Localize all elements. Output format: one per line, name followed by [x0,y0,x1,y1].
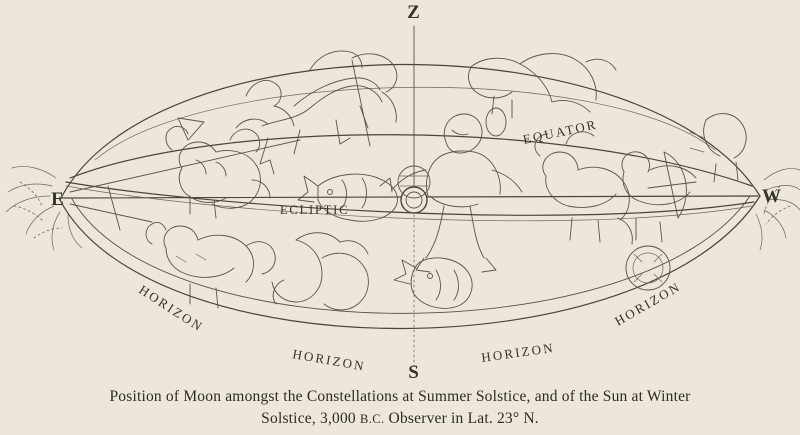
label-ecliptic: ECLIPTIC [280,203,350,217]
label-east: E [51,189,65,210]
label-zenith: Z [407,2,421,23]
constellation-figure-fish-lower [394,258,472,308]
constellation-figure-upper-left [178,51,397,174]
caption-line-2-suffix: Observer in Lat. 23° N. [384,410,539,427]
caption-line-1: Position of Moon amongst the Constellations at Summer Solstice, and of the Sun at Winter [109,388,691,405]
equator-circle [70,135,752,186]
constellation-figure-serpent [272,233,368,310]
foliage-east [6,166,82,250]
foliage-west [756,168,800,250]
label-south: S [408,362,420,380]
east-chord-lines [70,140,300,230]
label-horizon-left: HORIZON [136,281,207,335]
label-west: W [762,186,782,207]
sun-disc [401,187,427,213]
label-horizon-right: HORIZON [612,278,684,329]
constellation-figure-right-edge [690,114,746,182]
label-horizon-bottom-left: HORIZON [291,346,367,374]
label-equator: EQUATOR [521,116,599,147]
caption-line-2-prefix: Solstice, 3,000 [261,410,360,427]
constellation-figure-goat [535,132,632,244]
caption-era-smallcaps: B.C. [359,412,385,426]
caption-line-2 [0,410,800,428]
label-horizon-bottom-right: HORIZON [480,339,556,365]
